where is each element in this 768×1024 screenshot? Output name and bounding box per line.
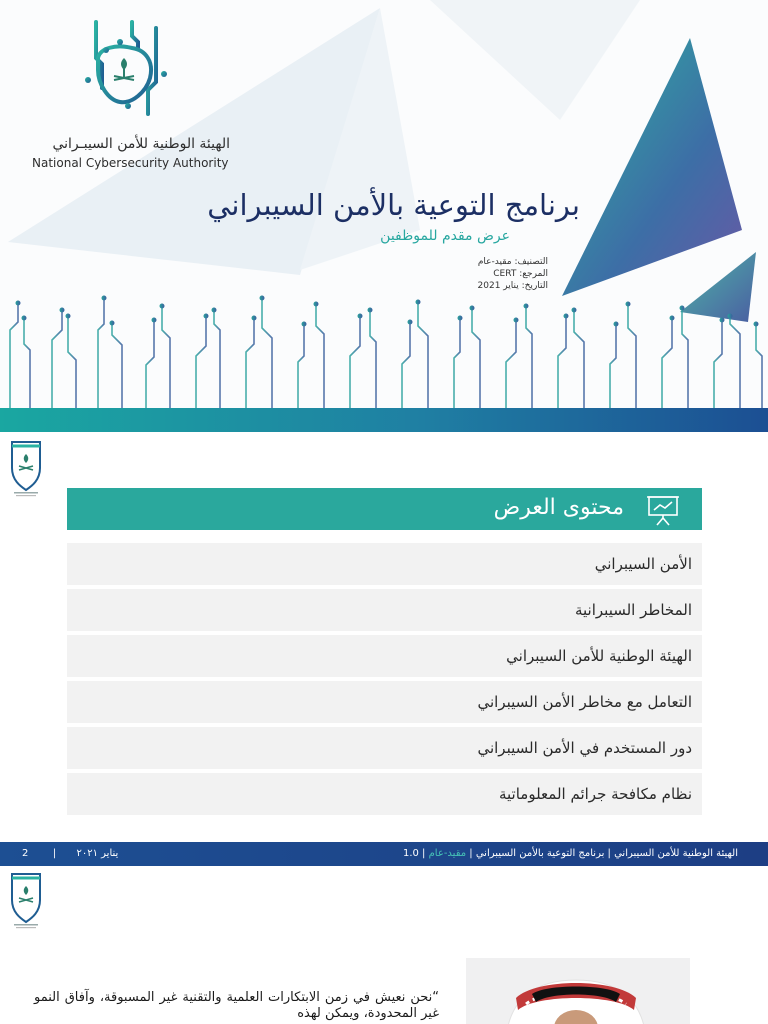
quote-text: “نحن نعيش في زمن الابتكارات العلمية والتقنية غير المسبوقة، وآفاق النمو غير المحدودة، ويمكن لهذه xyxy=(34,990,439,1021)
meta-date: التاريخ: يناير 2021 xyxy=(477,281,548,291)
page-number: 2 xyxy=(22,848,29,859)
agenda-item-user-role: دور المستخدم في الأمن السيبراني xyxy=(67,727,702,769)
footer-left xyxy=(22,842,118,866)
nca-small-emblem-icon-2 xyxy=(8,870,44,930)
cover-slide xyxy=(0,0,768,432)
agenda-title: محتوى العرض xyxy=(493,495,624,520)
cover-meta xyxy=(478,256,548,292)
footer-classification: مقيد-عام xyxy=(428,848,467,859)
cover-subtitle: عرض مقدم للموظفين xyxy=(380,228,510,244)
footer-right xyxy=(403,842,738,866)
footer-version: | 1.0 xyxy=(402,848,426,859)
cover-bottom-band xyxy=(0,408,768,432)
agenda-item-cyber-risks: المخاطر السيبرانية xyxy=(67,589,702,631)
footer-separator: | xyxy=(52,848,57,859)
org-name-arabic: الهيئة الوطنية للأمن السيبـراني xyxy=(52,136,230,152)
slide-footer xyxy=(0,842,768,866)
agenda-item-handling-risks: التعامل مع مخاطر الأمن السيبراني xyxy=(67,681,702,723)
person-portrait-icon xyxy=(466,958,690,1024)
portrait-photo xyxy=(466,958,690,1024)
presentation-board-icon xyxy=(646,494,680,526)
agenda-item-anti-cybercrime-law: نظام مكافحة جرائم المعلوماتية xyxy=(67,773,702,815)
agenda-header xyxy=(67,488,702,530)
footer-org-program: الهيئة الوطنية للأمن السيبراني | برنامج التوعية بالأمن السيبراني | xyxy=(469,848,738,859)
footer-date: يناير ٢٠٢١ xyxy=(76,848,119,859)
meta-reference: المرجع: CERT xyxy=(493,269,548,279)
agenda-list xyxy=(67,543,702,819)
nca-emblem-icon xyxy=(80,18,172,126)
org-name-english: National Cybersecurity Authority xyxy=(32,156,229,170)
agenda-slide xyxy=(0,432,768,866)
quote-slide xyxy=(0,866,768,1024)
agenda-item-cybersecurity: الأمن السيبراني xyxy=(67,543,702,585)
cover-title: برنامج التوعية بالأمن السيبراني xyxy=(207,188,580,222)
nca-small-emblem-icon xyxy=(8,438,44,498)
agenda-item-nca: الهيئة الوطنية للأمن السيبراني xyxy=(67,635,702,677)
meta-classification: التصنيف: مقيد-عام xyxy=(477,257,548,267)
